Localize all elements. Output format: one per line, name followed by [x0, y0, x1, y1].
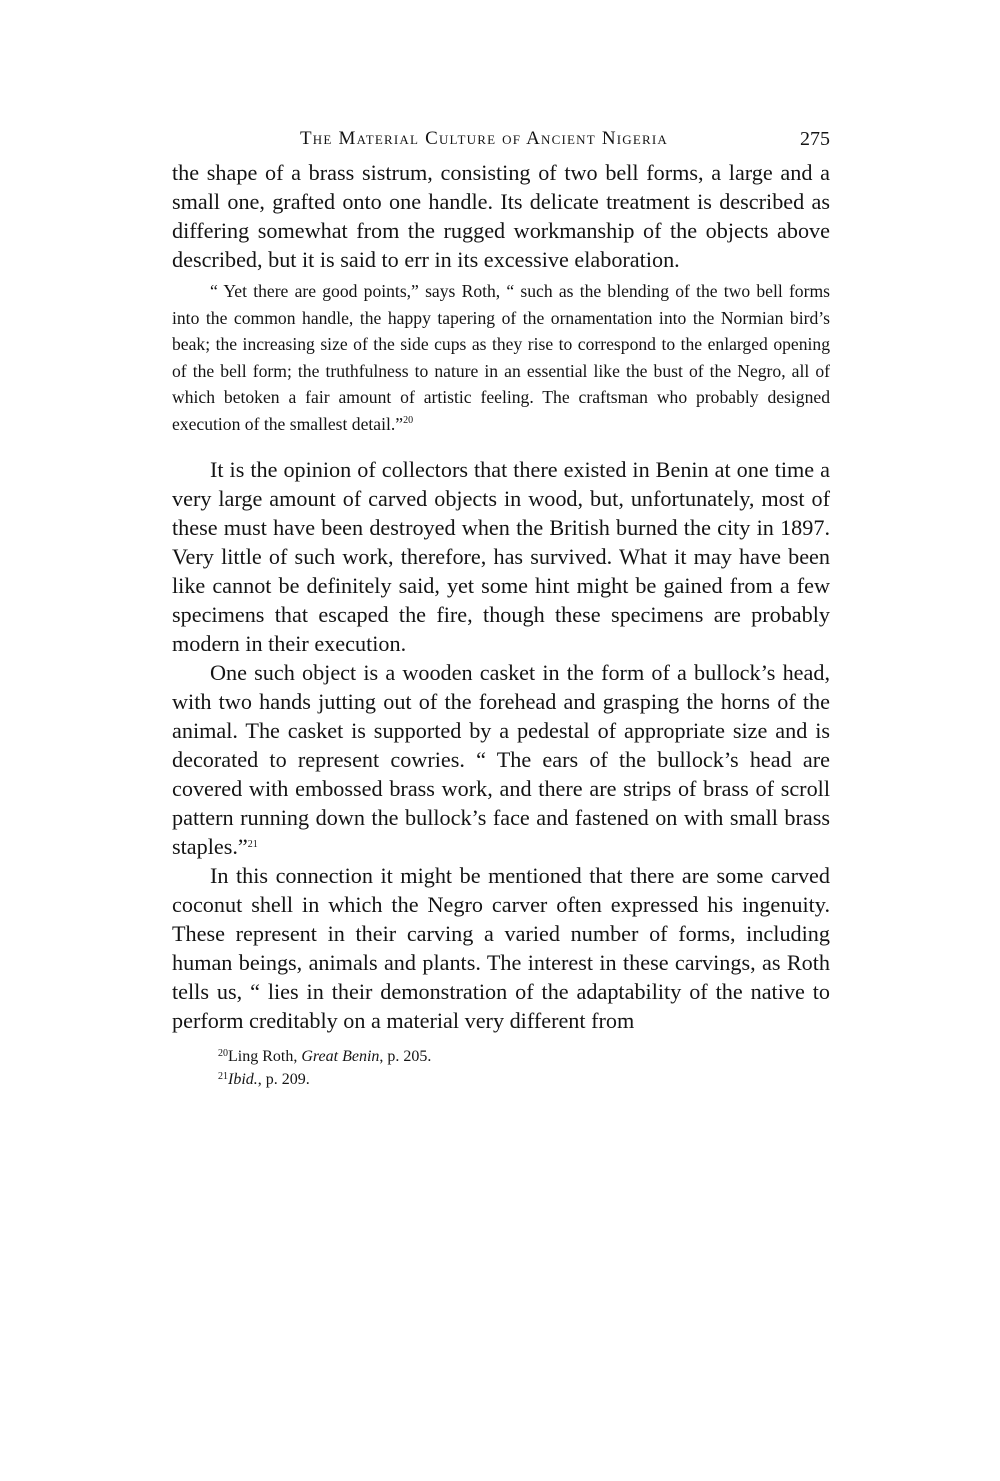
paragraph-collectors: It is the opinion of collectors that there existed in Benin at one time a very large amount of carved objects in wood, but, unfortunately, most of these must have been destroyed when the British burned the city in 1897. Very little of such work, therefore, has survived. What it may have been like cannot be definitely said, yet some hint might be gained from a few specimens that escaped the fire, though these specimens are probably modern in their execution. [172, 457, 830, 656]
casket-text: One such object is a wooden casket in the form of a bullock’s head, with two hands jutting out of the forehead and grasping the horns of the animal. The casket is supported by a pedestal of appropriate size and is decorated to represent cowries. “ The ears of the bullock’s head are covered with embossed brass work, and there are strips of brass of scroll pattern running down the bullock’s face and fastened on with small brass staples.” [172, 660, 830, 859]
quote-text: “ Yet there are good points,” says Roth, “ such as the blending of the two bell forms into the common handle, the happy tapering of the ornamentation into the Normian bird’s beak; the increasing size of the side cups as they rise to correspond to the enlarged opening of the bell form; the truthfulness to nature in an essential like the bust of the Negro, all of which betoken a fair amount of artistic feeling. The craftsman who probably designed execution of the smallest detail.” [172, 281, 830, 434]
footnote-text: Ling Roth, [228, 1048, 302, 1065]
running-head-title: The Material Culture of Ancient Nigeria [299, 128, 668, 149]
footnote-20 [172, 1045, 830, 1068]
paragraph-casket [172, 658, 830, 861]
paragraph-sistrum: the shape of a brass sistrum, consisting of two bell forms, a large and a small one, grafted onto one handle. Its delicate treatment is described as differing somewhat from the rugged workmanship of the objects above described, but it is said to err in its excessive elaboration. [172, 160, 830, 272]
footnote-number: 20 [218, 1048, 228, 1059]
footnote-title: Great Benin [301, 1048, 380, 1065]
footnote-text: , p. 209. [257, 1071, 310, 1088]
footnote-text: , p. 205. [379, 1048, 432, 1065]
footnotes [172, 1045, 830, 1091]
document-page [172, 128, 830, 1091]
footnote-title: Ibid. [228, 1071, 258, 1088]
footnote-ref-20: 20 [403, 414, 414, 426]
footnote-ref-21: 21 [247, 839, 258, 850]
quote-roth [172, 278, 830, 437]
page-number: 275 [800, 128, 830, 150]
footnote-21 [172, 1068, 830, 1091]
paragraph-coconut: In this connection it might be mentioned that there are some carved coconut shell in which the Negro carver often expressed his ingenuity. These represent in their carving a varied number of forms, including human beings, animals and plants. The interest in these carvings, as Roth tells us, “ lies in their demonstration of the adaptability of the native to perform creditably on a material very different from [172, 863, 830, 1033]
footnote-number: 21 [218, 1071, 228, 1082]
section-gap [172, 437, 830, 455]
running-head [172, 128, 830, 158]
